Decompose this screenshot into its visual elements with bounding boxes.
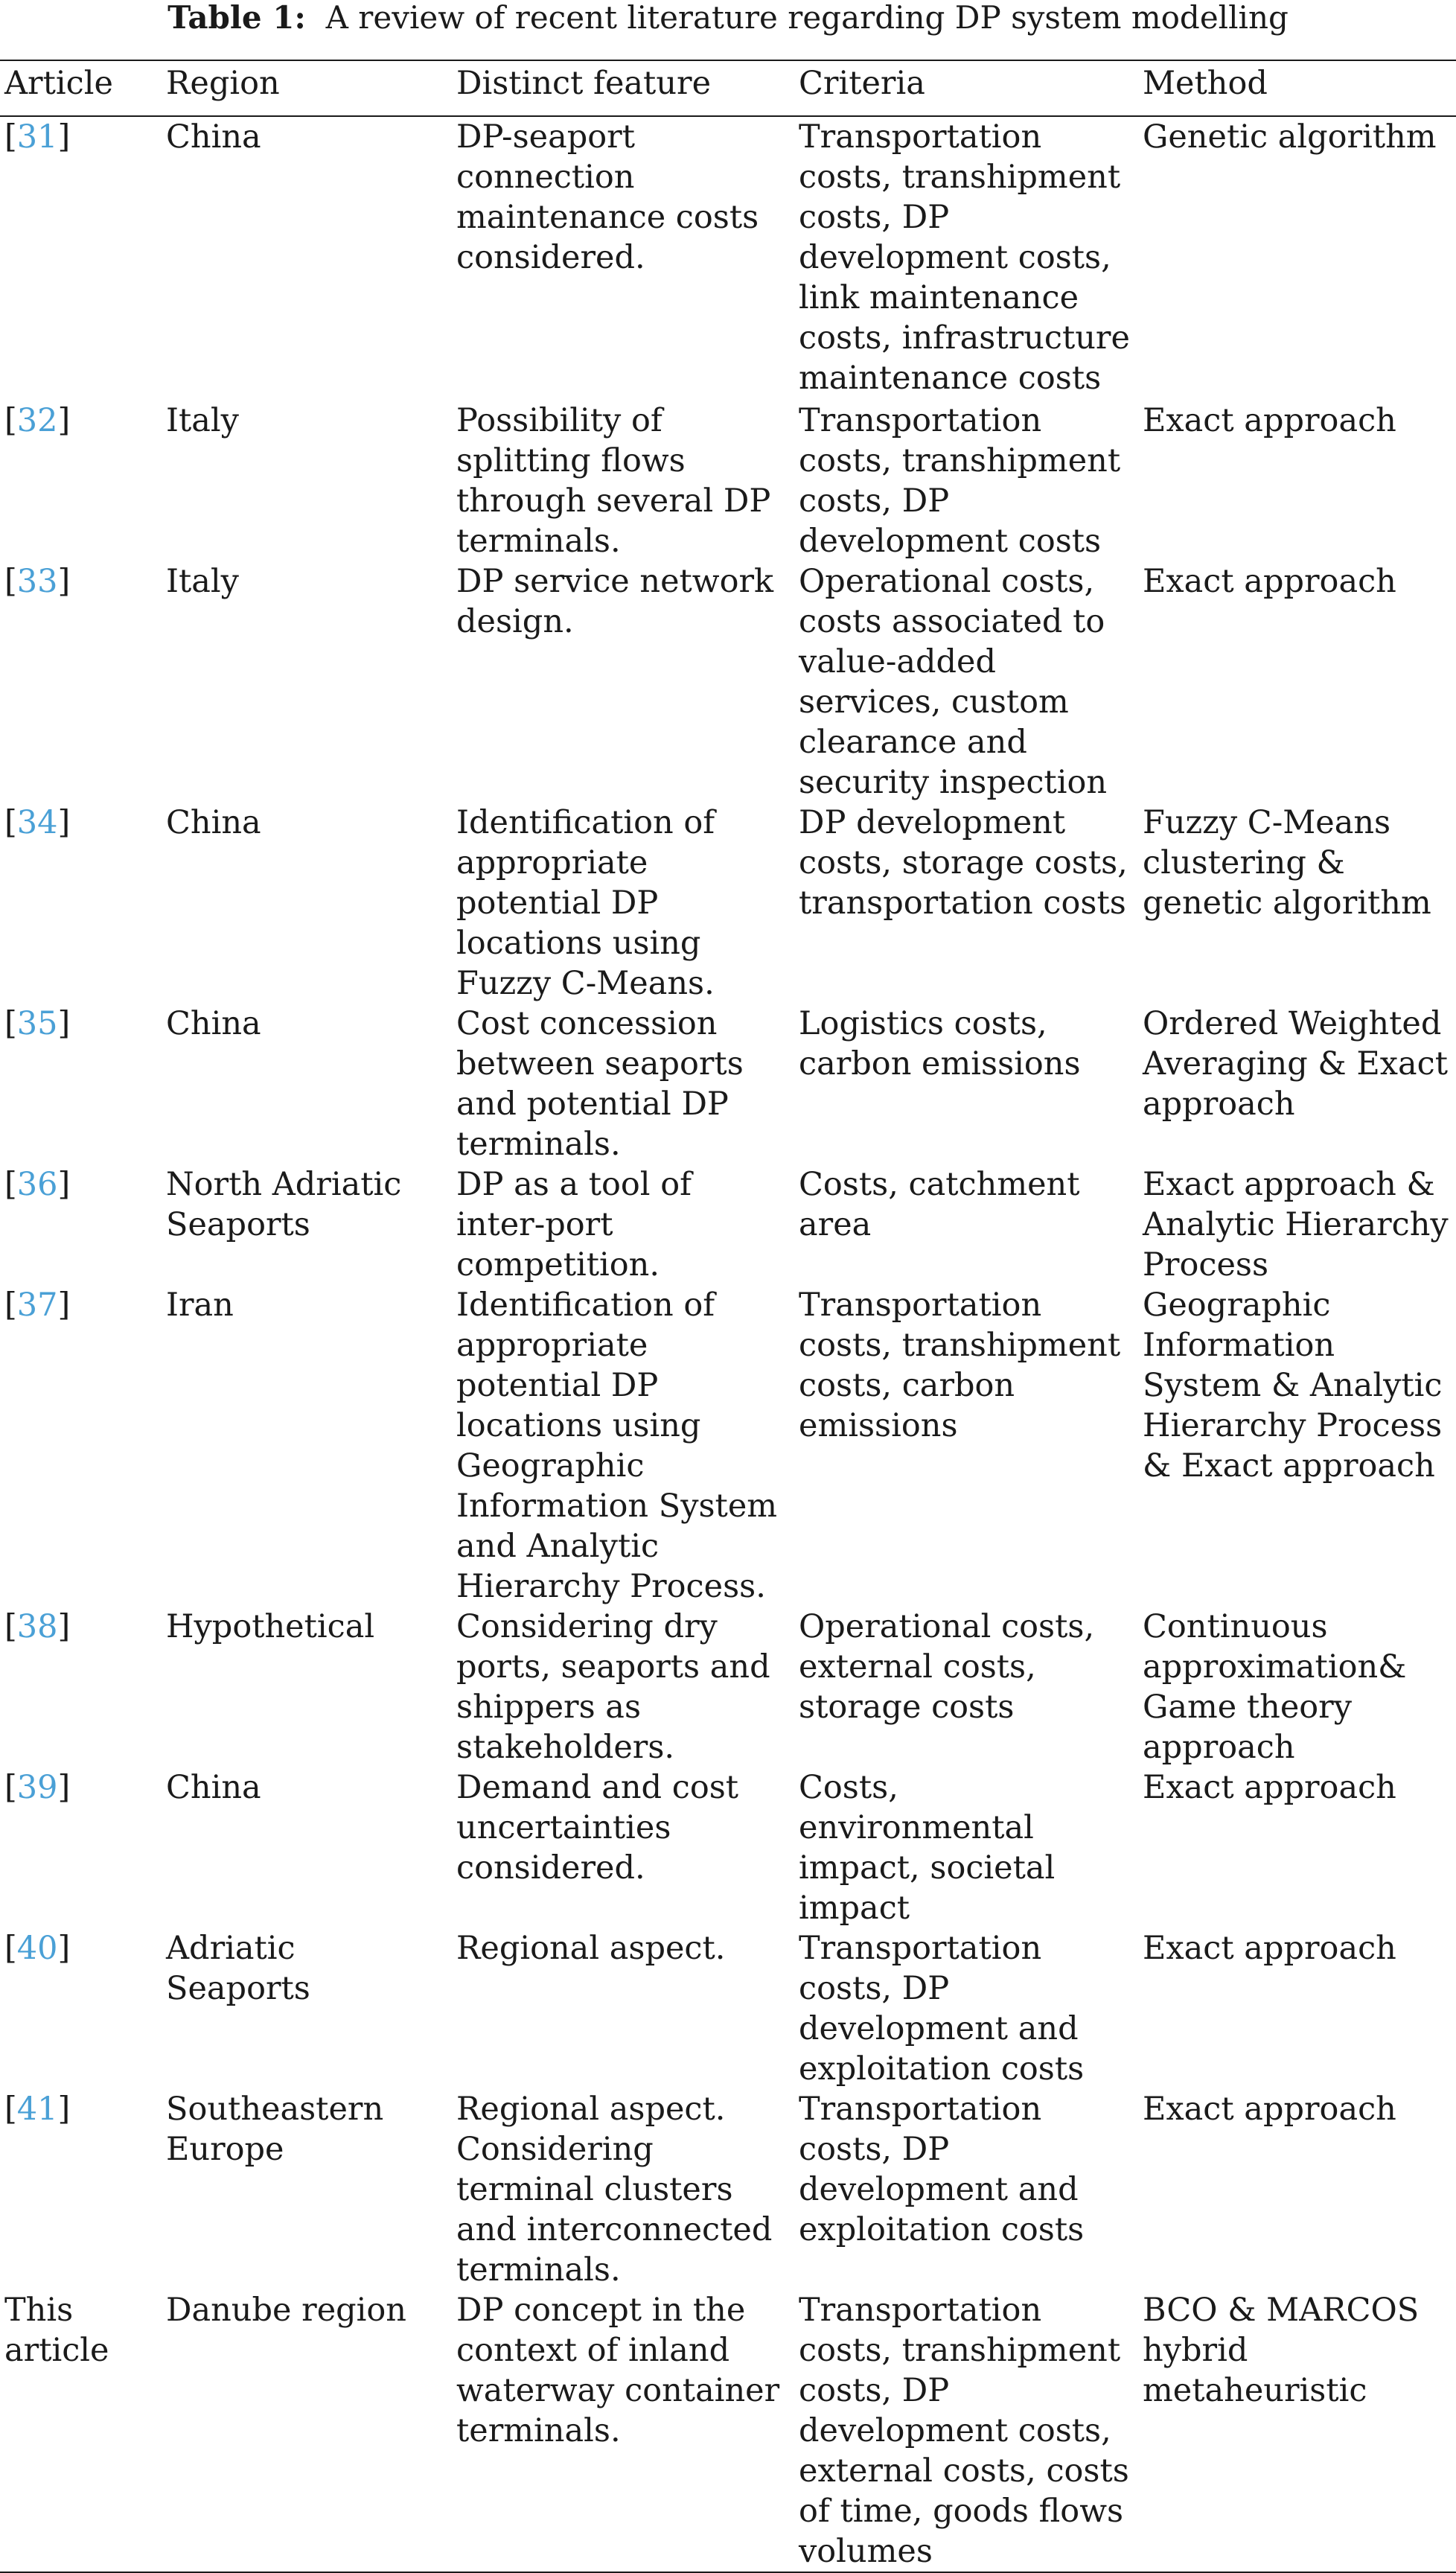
cell-feature: Considering dry ports, seaports and shippers as stakeholders. xyxy=(456,1608,770,1766)
cell-criteria: Costs, catchment area xyxy=(799,1166,1080,1243)
cell-article: [41] xyxy=(4,2091,71,2128)
cell-method: Exact approach xyxy=(1143,2091,1396,2128)
cell-method: Exact approach xyxy=(1143,1769,1396,1806)
cell-region: Adriatic Seaports xyxy=(166,1930,310,2007)
cell-method: Exact approach xyxy=(1143,402,1396,439)
citation-link[interactable]: 31 xyxy=(16,118,58,156)
cell-method: Continuous approximation& Game theory approach xyxy=(1143,1608,1407,1766)
table-row xyxy=(0,1607,1456,1767)
header-region: Region xyxy=(162,60,452,116)
cell-feature: DP concept in the context of inland waterway container terminals. xyxy=(452,2290,794,2572)
cell-criteria: DP development costs, storage costs, transportation costs xyxy=(799,804,1128,922)
cell-feature: DP as a tool of inter-port competition. xyxy=(456,1166,692,1284)
citation-link[interactable]: 32 xyxy=(16,402,58,439)
citation-link[interactable]: 34 xyxy=(16,804,58,841)
cell-region: Iran xyxy=(166,1286,234,1324)
cell-feature: DP service network design. xyxy=(456,563,774,640)
cell-region: Italy xyxy=(166,563,239,600)
cell-article: [35] xyxy=(4,1005,71,1042)
cell-method: Exact approach xyxy=(1143,1930,1396,1967)
cell-feature: Cost concession between seaports and potential DP terminals. xyxy=(456,1005,744,1163)
cell-method: Geographic Information System & Analytic Hierarchy Process & Exact approach xyxy=(1143,1286,1443,1485)
table-row-this-article xyxy=(0,2290,1456,2572)
cell-method: Fuzzy C-Means clustering & genetic algorithm xyxy=(1143,804,1431,922)
cell-article: [31] xyxy=(4,118,71,156)
cell-method: Ordered Weighted Averaging & Exact approach xyxy=(1143,1005,1448,1123)
cell-article: [32] xyxy=(4,402,71,439)
cell-article: [39] xyxy=(4,1769,71,1806)
citation-link[interactable]: 38 xyxy=(16,1608,58,1645)
citation-link[interactable]: 36 xyxy=(16,1166,58,1203)
table-row xyxy=(0,1285,1456,1607)
cell-feature: Identification of appropriate potential DP locations using Geographic Information System and Analytic Hierarchy Process. xyxy=(456,1286,778,1605)
table-row xyxy=(0,401,1456,561)
cell-article: [36] xyxy=(4,1166,71,1203)
header-criteria: Criteria xyxy=(794,60,1138,116)
cell-region: North Adriatic Seaports xyxy=(166,1166,402,1243)
table-row xyxy=(0,2089,1456,2290)
cell-criteria: Operational costs, external costs, storage costs xyxy=(799,1608,1095,1726)
cell-region: Danube region xyxy=(162,2290,452,2572)
cell-article: This article xyxy=(0,2290,162,2572)
cell-criteria: Transportation costs, DP development and exploitation costs xyxy=(799,1930,1085,2088)
cell-article: [34] xyxy=(4,804,71,841)
table-caption-text: A review of recent literature regarding DP system modelling xyxy=(325,0,1289,36)
cell-method: Exact approach xyxy=(1143,563,1396,600)
cell-feature: Possibility of splitting flows through several DP terminals. xyxy=(456,402,771,560)
cell-region: Southeastern Europe xyxy=(166,2091,384,2168)
cell-method: Exact approach & Analytic Hierarchy Process xyxy=(1143,1166,1449,1284)
citation-link[interactable]: 33 xyxy=(16,563,58,600)
header-distinct-feature: Distinct feature xyxy=(452,60,794,116)
table-row xyxy=(0,1928,1456,2089)
cell-feature: Regional aspect. Considering terminal clusters and interconnected terminals. xyxy=(456,2091,773,2289)
cell-article: [37] xyxy=(4,1286,71,1324)
cell-method: Genetic algorithm xyxy=(1143,118,1437,156)
cell-criteria: Transportation costs, transhipment costs, DP development costs xyxy=(799,402,1121,560)
citation-link[interactable]: 39 xyxy=(16,1769,58,1806)
cell-region: Hypothetical xyxy=(166,1608,375,1645)
literature-review-table xyxy=(0,60,1456,2573)
header-article: Article xyxy=(0,60,162,116)
cell-region: China xyxy=(166,1005,261,1042)
cell-article: [33] xyxy=(4,563,71,600)
cell-feature: Demand and cost uncertainties considered. xyxy=(456,1769,739,1887)
cell-criteria: Transportation costs, DP development and exploitation costs xyxy=(799,2091,1085,2248)
table-row xyxy=(0,561,1456,803)
citation-link[interactable]: 37 xyxy=(16,1286,58,1324)
table-row xyxy=(0,1164,1456,1285)
cell-criteria: Transportation costs, transhipment costs, carbon emissions xyxy=(799,1286,1121,1444)
table-row xyxy=(0,116,1456,401)
cell-method: BCO & MARCOS hybrid metaheuristic xyxy=(1138,2290,1456,2572)
header-method: Method xyxy=(1138,60,1456,116)
table-caption xyxy=(0,0,1456,39)
citation-link[interactable]: 41 xyxy=(16,2091,58,2128)
cell-criteria: Transportation costs, transhipment costs, DP development costs, link maintenance costs, infrastructure maintenance costs xyxy=(799,118,1130,397)
citation-link[interactable]: 35 xyxy=(16,1005,58,1042)
cell-region: China xyxy=(166,118,261,156)
cell-article: [40] xyxy=(4,1930,71,1967)
cell-feature: DP-seaport connection maintenance costs considered. xyxy=(456,118,759,276)
table-caption-label: Table 1: xyxy=(167,0,306,36)
cell-criteria: Transportation costs, transhipment costs, DP development costs, external costs, costs of time, goods flows volumes xyxy=(794,2290,1138,2572)
cell-criteria: Costs, environmental impact, societal impact xyxy=(799,1769,1056,1927)
cell-feature: Identification of appropriate potential DP locations using Fuzzy C-Means. xyxy=(456,804,715,1002)
table-row xyxy=(0,1004,1456,1164)
cell-feature: Regional aspect. xyxy=(456,1930,726,1967)
cell-article: [38] xyxy=(4,1608,71,1645)
cell-region: China xyxy=(166,1769,261,1806)
cell-criteria: Logistics costs, carbon emissions xyxy=(799,1005,1081,1083)
table-row xyxy=(0,1767,1456,1928)
table-row xyxy=(0,803,1456,1004)
citation-link[interactable]: 40 xyxy=(16,1930,58,1967)
table-header-row xyxy=(0,60,1456,116)
cell-region: China xyxy=(166,804,261,841)
cell-criteria: Operational costs, costs associated to value-added services, custom clearance and security inspection xyxy=(799,563,1108,801)
cell-region: Italy xyxy=(166,402,239,439)
